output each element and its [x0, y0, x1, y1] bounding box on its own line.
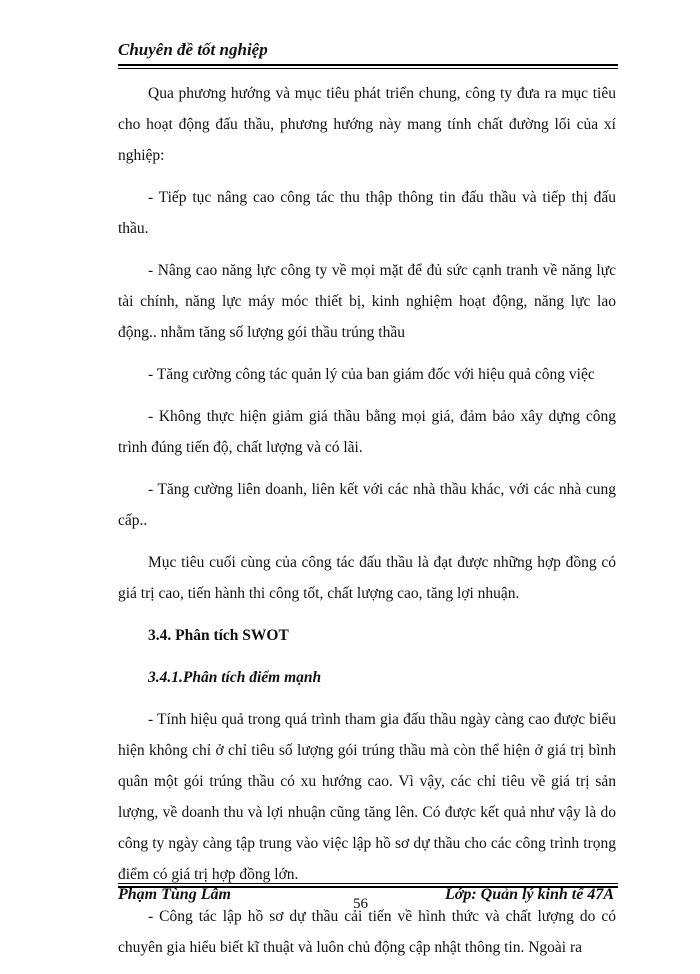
bullet-paragraph: - Công tác lập hồ sơ dự thầu cải tiến về hình thức và chất lượng do có chuyên gia hiểu biết kĩ thuật và luôn chủ động cập nhật thông tin. Ngoài ra [118, 908, 616, 956]
paragraph: Qua phương hướng và mục tiêu phát triển chung, công ty đưa ra mục tiêu cho hoạt động đấu thầu, phương hướng này mang tính chất đường lối của xí nghiệp: [118, 85, 616, 164]
bullet-paragraph: - Tính hiệu quả trong quá trình tham gia đấu thầu ngày càng cao được biểu hiện không chỉ ở chỉ tiêu số lượng gói trúng thầu mà còn thể hiện ở giá trị bình quân một gói trúng thầu có xu hướng cao. Vì vậy, các chỉ tiêu về giá trị sản lượng, về doanh thu và lợi nhuận cũng tăng lên. Có được kết quả như vậy là do công ty ngày càng tập trung vào việc lập hồ sơ dự thầu cho các công trình trọng điểm có giá trị hợp đồng lớn. [118, 711, 616, 883]
footer-class-label: Lớp: Quản lý kinh tế 47A [444, 886, 614, 903]
page-number: 56 [353, 896, 368, 912]
bullet-paragraph: - Không thực hiện giảm giá thầu bằng mọi giá, đảm bảo xây dựng công trình đúng tiến độ, chất lượng và có lãi. [118, 408, 616, 456]
bullet-paragraph: - Tiếp tục nâng cao công tác thu thập thông tin đấu thầu và tiếp thị đấu thầu. [118, 189, 616, 237]
section-heading: 3.4. Phân tích SWOT [148, 627, 289, 644]
subsection-heading: 3.4.1.Phân tích điểm mạnh [148, 669, 322, 686]
page-header-title: Chuyên đề tốt nghiệp [118, 40, 268, 59]
document-body [118, 78, 616, 974]
bullet-paragraph: - Tăng cường liên doanh, liên kết với các nhà thầu khác, với các nhà cung cấp.. [118, 481, 616, 529]
header-rule [118, 64, 618, 66]
bullet-paragraph: - Nâng cao năng lực công ty về mọi mặt để đủ sức cạnh tranh về năng lực tài chính, năng lực máy móc thiết bị, kinh nghiệm hoạt động, năng lực lao động.. nhằm tăng số lượng gói thầu trúng thầu [118, 262, 616, 341]
footer-author: Phạm Tùng Lâm [118, 886, 231, 903]
bullet-paragraph: - Tăng cường công tác quản lý của ban giám đốc với hiệu quả công việc [148, 366, 595, 383]
header-rule-thin [118, 68, 618, 69]
paragraph: Mục tiêu cuối cùng của công tác đấu thầu là đạt được những hợp đồng có giá trị cao, tiến hành thi công tốt, chất lượng cao, tăng lợi nhuận. [118, 554, 616, 602]
footer-rule-thin [118, 883, 618, 884]
